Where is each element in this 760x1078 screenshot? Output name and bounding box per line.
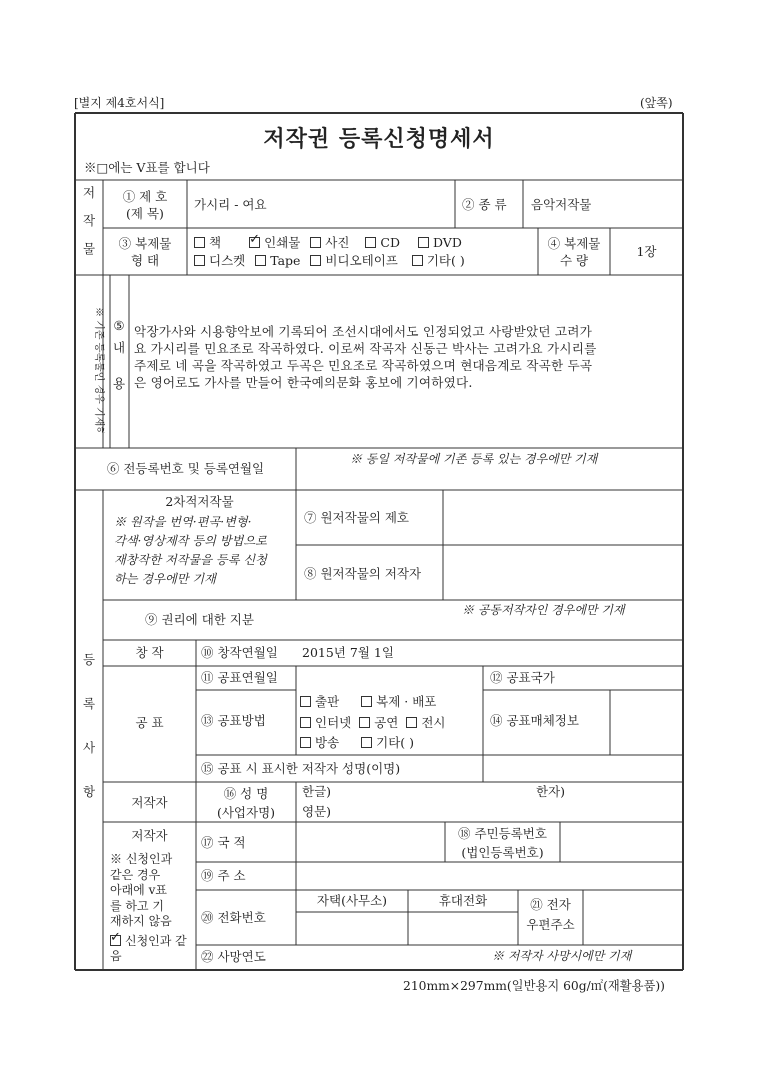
publish-method-option[interactable]: 공연 xyxy=(359,715,398,730)
publish-method-option[interactable]: 출판 xyxy=(300,694,339,709)
medium-option[interactable]: 기타( ) xyxy=(412,253,465,268)
derivative-note: ※ 원작을 번역·편곡·변형· 각색·영상제작 등의 방법으로 재창작한 저작물을 등록 신청 하는 경우에만 기재 xyxy=(114,515,267,586)
medium-option[interactable]: Tape xyxy=(255,253,300,268)
content-label: ⑤ 내 용 xyxy=(112,318,126,391)
type-label: ② 종 류 xyxy=(462,197,507,212)
checkbox[interactable] xyxy=(365,237,376,248)
checkbox[interactable] xyxy=(310,237,321,248)
svg-text:※ 기존 등록물인 경우 기재하지 않음: ※ 기존 등록물인 경우 기재하지 않음 xyxy=(93,307,104,433)
medium-option[interactable]: ✓ 인쇄물 xyxy=(249,235,300,250)
content-side-label xyxy=(79,303,109,437)
prev-reg-note: ※ 동일 저작물에 기존 등록 있는 경우에만 기재 xyxy=(350,452,598,466)
page-side: (앞쪽) xyxy=(640,96,673,110)
checkbox[interactable] xyxy=(359,717,370,728)
name-hanja[interactable]: 한자) xyxy=(536,784,566,799)
checkbox[interactable] xyxy=(310,255,321,266)
address-label: ⑲ 주 소 xyxy=(201,868,246,883)
checkbox[interactable] xyxy=(300,717,311,728)
publish-country-label: ⑫ 공표국가 xyxy=(490,670,555,685)
medium-option[interactable]: 사진 xyxy=(310,235,349,250)
author2-note: ※ 신청인과 같은 경우 아래에 v표 를 하고 기 재하지 않음 xyxy=(110,852,173,928)
checkbox[interactable] xyxy=(361,737,372,748)
checkbox[interactable] xyxy=(361,696,372,707)
same-as-applicant-checkbox[interactable]: ✓신청인과 같음 xyxy=(110,934,196,964)
checkbox-checked[interactable] xyxy=(110,935,121,946)
form-id: [별지 제4호서식] xyxy=(74,96,165,110)
copies-label: ④ 복제물 수 량 xyxy=(547,236,601,268)
checkbox[interactable] xyxy=(406,717,417,728)
medium-options-row2 xyxy=(194,253,465,269)
checkbox[interactable] xyxy=(418,237,429,248)
orig-author-label: ⑧ 원저작물의 저작자 xyxy=(304,566,422,581)
derivative-title: 2차적저작물 xyxy=(165,494,234,509)
checkbox[interactable] xyxy=(412,255,423,266)
medium-option[interactable]: 디스켓 xyxy=(194,253,245,268)
medium-options-row1 xyxy=(194,235,462,251)
copies-value[interactable]: 1장 xyxy=(636,244,657,259)
form-title: 저작권 등록신청명세서 xyxy=(263,126,495,152)
death-note: ※ 저작자 사망시에만 기재 xyxy=(492,949,632,963)
publish-media-label: ⑭ 공표매체정보 xyxy=(490,713,579,728)
orig-title-label: ⑦ 원저작물의 제호 xyxy=(304,510,409,525)
share-note: ※ 공동저작자인 경우에만 기재 xyxy=(462,603,625,617)
resident-no-label: ⑱ 주민등록번호 (법인등록번호) xyxy=(458,826,547,860)
publish-methods xyxy=(300,692,446,754)
death-label: ㉒ 사망연도 xyxy=(201,949,266,964)
checkbox-checked[interactable] xyxy=(249,237,260,248)
phone-home: 자택(사무소) xyxy=(316,893,388,908)
checkbox[interactable] xyxy=(194,237,205,248)
name-korean[interactable]: 한글) xyxy=(302,784,332,799)
author2-label: 저작자 xyxy=(131,828,168,843)
creation-label: 창 작 xyxy=(135,645,164,660)
checkbox[interactable] xyxy=(300,696,311,707)
email-label: ㉑ 전자 우편주소 xyxy=(526,897,575,932)
publish-method-option[interactable]: 복제 · 배포 xyxy=(361,694,436,709)
checkbox[interactable] xyxy=(194,255,205,266)
publish-method-label: ⑬ 공표방법 xyxy=(201,713,266,728)
registration-section-label: 등 록 사 항 xyxy=(82,652,96,799)
name-label: ⑯ 성 명 (사업자명) xyxy=(216,786,276,820)
publish-date-label: ⑪ 공표연월일 xyxy=(201,670,278,685)
medium-option[interactable]: 비디오테이프 xyxy=(310,253,397,268)
creation-date-label: ⑩ 창작연월일 xyxy=(201,645,278,660)
content-side-label-text xyxy=(79,303,109,433)
content-text[interactable]: 악장가사와 시용향악보에 기록되어 조선시대에서도 인정되었고 사랑받았던 고려가 요 가시리를 민요조로 작곡하였다. 이로써 작곡자 신동근 박사는 고려가요 가시리를 주제로 네 곡을 작곡하였고 두곡은 민요조로 작곡하였으며 현대음계로 작곡한 두곡 은 영어로도 가사를 만들어 한국예의문화 홍보에 기여하였다. xyxy=(134,324,597,390)
prev-reg-label: ⑥ 전등록번호 및 등록연월일 xyxy=(106,461,265,476)
medium-label: ③ 복제물 형 태 xyxy=(118,236,172,268)
publish-method-option[interactable]: 기타( ) xyxy=(361,735,414,750)
author-label: 저작자 xyxy=(131,795,168,810)
phone-label: ⑳ 전화번호 xyxy=(201,910,266,925)
publish-method-option[interactable]: 인터넷 xyxy=(300,715,351,730)
publish-method-option[interactable]: 전시 xyxy=(406,715,445,730)
type-value[interactable]: 음악저작물 xyxy=(531,197,592,212)
title-label: ① 제 호 (제 목) xyxy=(122,189,168,221)
name-english[interactable]: 영문) xyxy=(302,804,332,819)
footer-paper-spec: 210mm×297mm(일반용지 60g/㎡(재활용품)) xyxy=(403,979,665,993)
medium-option[interactable]: CD xyxy=(365,235,400,250)
share-label: ⑨ 권리에 대한 지분 xyxy=(145,612,254,627)
title-value[interactable]: 가시리 - 여요 xyxy=(194,197,267,212)
publish-method-option[interactable]: 방송 xyxy=(300,735,339,750)
checkbox[interactable] xyxy=(255,255,266,266)
instruction: ※□에는 V표를 합니다 xyxy=(84,160,210,175)
medium-option[interactable]: 책 xyxy=(194,235,221,250)
medium-option[interactable]: DVD xyxy=(418,235,462,250)
work-section-label: 저 작 물 xyxy=(82,185,96,256)
checkbox[interactable] xyxy=(300,737,311,748)
publish-author-label: ⑮ 공표 시 표시한 저작자 성명(이명) xyxy=(201,761,401,776)
nationality-label: ⑰ 국 적 xyxy=(201,835,246,850)
phone-mobile: 휴대전화 xyxy=(438,893,488,908)
creation-date-value[interactable]: 2015년 7월 1일 xyxy=(302,645,394,660)
publish-label: 공 표 xyxy=(135,715,164,730)
